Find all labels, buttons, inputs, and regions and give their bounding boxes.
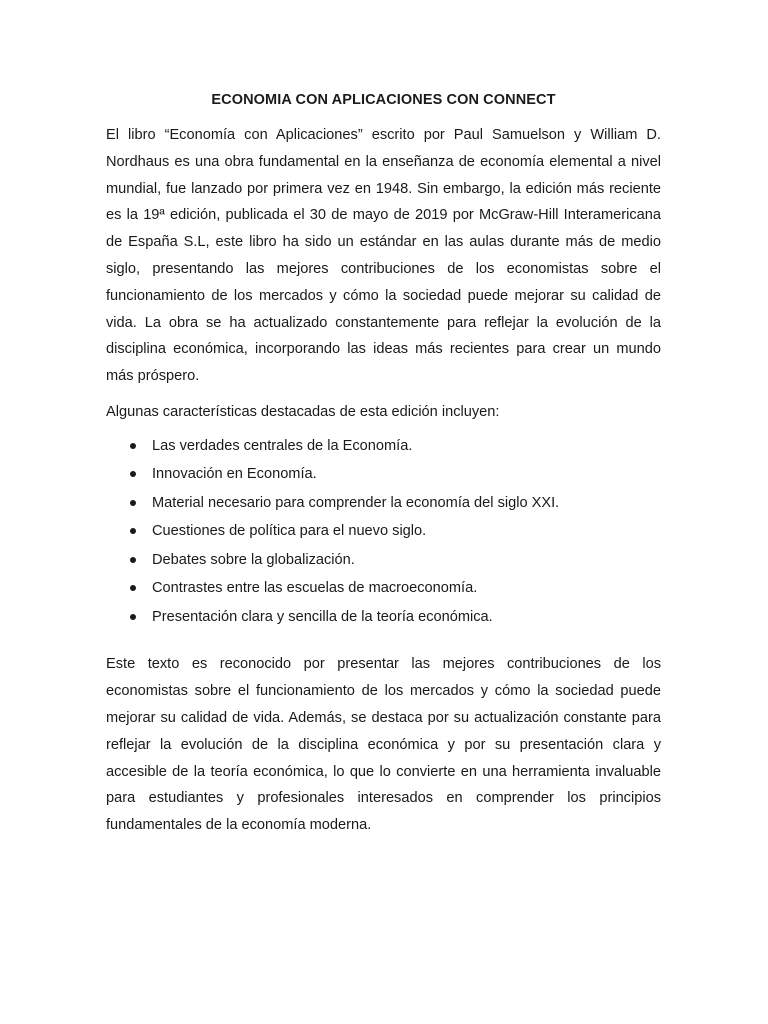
list-item-text: Innovación en Economía. (152, 466, 317, 483)
bullet-icon (130, 471, 136, 477)
document-title: ECONOMIA CON APLICACIONES CON CONNECT (211, 92, 556, 108)
bullet-icon (130, 528, 136, 534)
list-item (106, 607, 661, 636)
list-item-text: Presentación clara y sencilla de la teoría económica. (152, 608, 493, 625)
paragraph-1: El libro “Economía con Aplicaciones” escrito por Paul Samuelson y William D. Nordhaus es una obra fundamental en la enseñanza de economía elemental a nivel mundial, fue lanzado por primera vez en 1948. Sin embargo, la edición más reciente es la 19ª edición, publicada el 30 de mayo de 2019 por McGraw-Hill Interamericana de España S.L, este libro ha sido un estándar en las aulas durante más de medio siglo, presentando las mejores contribuciones de los economistas sobre el funcionamiento de los mercados y cómo la sociedad puede mejorar su calidad de vida. La obra se ha actualizado constantemente para reflejar la evolución de la disciplina económica, incorporando las ideas más recientes para crear un mundo más próspero. (106, 127, 661, 385)
features-list (106, 436, 661, 636)
bullet-icon (130, 443, 136, 449)
list-item-text: Debates sobre la globalización. (152, 551, 355, 568)
list-item (106, 436, 661, 465)
bullet-icon (130, 585, 136, 591)
list-item (106, 550, 661, 579)
list-item-text: Material necesario para comprender la economía del siglo XXI. (152, 494, 560, 511)
paragraph-2: Este texto es reconocido por presentar las mejores contribuciones de los economistas sobre el funcionamiento de los mercados y cómo la sociedad puede mejorar su calidad de vida. Además, se destaca por su actualización constante para reflejar la evolución de la disciplina económica y por su presentación clara y accesible de la teoría económica, lo que lo convierte en una herramienta invaluable para estudiantes y profesionales interesados en comprender los principios fundamentales de la economía moderna. (106, 656, 661, 834)
list-item-text: Contrastes entre las escuelas de macroeconomía. (152, 580, 478, 597)
bullet-icon (130, 557, 136, 563)
list-item (106, 464, 661, 493)
bullet-icon (130, 614, 136, 620)
list-item (106, 578, 661, 607)
features-intro: Algunas características destacadas de esta edición incluyen: (106, 403, 500, 420)
bullet-icon (130, 500, 136, 506)
list-item (106, 521, 661, 550)
list-item (106, 493, 661, 522)
document-content (106, 90, 661, 851)
list-item-text: Cuestiones de política para el nuevo siglo. (152, 523, 427, 540)
list-item-text: Las verdades centrales de la Economía. (152, 437, 413, 454)
